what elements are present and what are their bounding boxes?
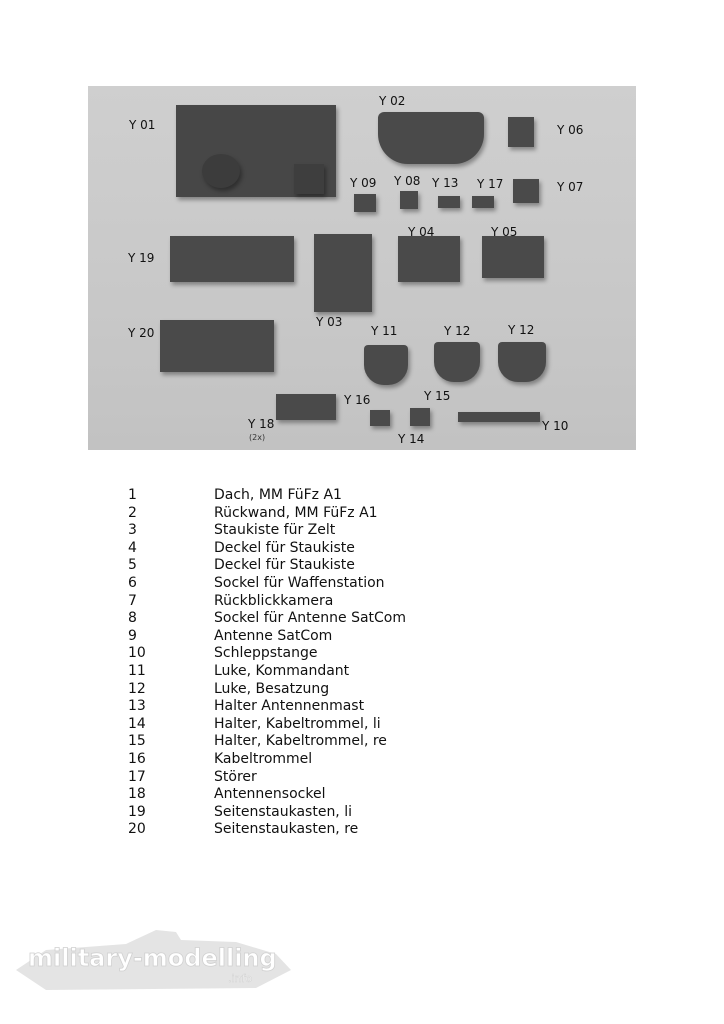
part-y19 — [170, 236, 294, 282]
part-name: Dach, MM FüFz A1 — [214, 487, 342, 503]
label-y17: Y 17 — [477, 177, 504, 191]
part-number: 9 — [128, 627, 137, 644]
part-name: Luke, Besatzung — [214, 680, 330, 697]
part-number: 17 — [128, 768, 146, 785]
part-number: 18 — [128, 786, 146, 803]
label-y12-a: Y 12 — [444, 324, 471, 338]
part-name: Sockel für Antenne SatCom — [214, 610, 407, 627]
part-y18 — [276, 394, 336, 420]
label-y18: Y 18 — [248, 417, 275, 431]
watermark-suffix: .info — [228, 972, 253, 985]
parts-list-row — [128, 593, 406, 611]
part-number: 20 — [128, 821, 146, 838]
label-y12-b: Y 12 — [508, 323, 535, 337]
part-y03 — [314, 234, 372, 312]
part-y17 — [472, 196, 494, 208]
part-number: 4 — [128, 539, 137, 556]
part-number: 16 — [128, 750, 146, 767]
part-y06 — [508, 117, 534, 147]
label-y05: Y 05 — [491, 225, 518, 239]
parts-list-row — [128, 575, 406, 593]
watermark-logo — [6, 910, 306, 1000]
part-y07 — [513, 179, 539, 203]
watermark-text: military-modelling — [28, 944, 277, 972]
part-name: Halter Antennenmast — [214, 698, 365, 715]
part-y08 — [400, 191, 418, 209]
part-name: Kabeltrommel — [214, 750, 313, 767]
part-number: 19 — [128, 803, 146, 820]
part-name: Staukiste für Zelt — [214, 522, 336, 539]
part-name: Rückwand, MM FüFz A1 — [214, 504, 378, 521]
parts-list-row — [128, 645, 406, 663]
part-name: Antenne SatCom — [214, 627, 333, 644]
part-y09 — [354, 194, 376, 212]
part-number: 3 — [128, 522, 137, 539]
label-y20: Y 20 — [128, 326, 155, 340]
parts-list-row — [128, 751, 406, 769]
label-y15: Y 15 — [424, 389, 451, 403]
part-y04 — [398, 236, 460, 282]
part-y12-b — [498, 342, 546, 382]
part-name: Sockel für Waffenstation — [214, 574, 385, 591]
part-name: Seitenstaukasten, re — [214, 821, 359, 838]
parts-list-row — [128, 804, 406, 822]
parts-list-row — [128, 716, 406, 734]
parts-list-row — [128, 610, 406, 628]
part-name: Deckel für Staukiste — [214, 557, 355, 574]
label-y14: Y 14 — [398, 432, 425, 446]
part-y02 — [378, 112, 484, 164]
part-y01-detail — [294, 164, 324, 194]
label-y07: Y 07 — [557, 180, 584, 194]
part-number: 5 — [128, 557, 137, 574]
label-y03: Y 03 — [316, 315, 343, 329]
part-y10 — [458, 412, 540, 422]
part-y12-a — [434, 342, 480, 382]
parts-list-row — [128, 733, 406, 751]
part-y01-detail — [202, 154, 240, 188]
part-y11 — [364, 345, 408, 385]
part-y20 — [160, 320, 274, 372]
part-number: 6 — [128, 574, 137, 591]
part-number: 10 — [128, 645, 146, 662]
label-y18-quantity: (2x) — [249, 433, 266, 442]
part-number: 1 — [128, 487, 137, 503]
part-number: 11 — [128, 662, 146, 679]
label-y04: Y 04 — [408, 225, 435, 239]
parts-list-row — [128, 663, 406, 681]
parts-list-row — [128, 628, 406, 646]
part-y14 — [410, 408, 430, 426]
parts-list-row — [128, 821, 406, 839]
label-y06: Y 06 — [557, 123, 584, 137]
part-y05 — [482, 236, 544, 278]
label-y19: Y 19 — [128, 251, 155, 265]
part-name: Rückblickkamera — [214, 592, 334, 609]
part-number: 15 — [128, 733, 146, 750]
label-y01: Y 01 — [129, 118, 156, 132]
parts-list-row — [128, 786, 406, 804]
part-number: 13 — [128, 698, 146, 715]
part-number: 14 — [128, 715, 146, 732]
part-y16 — [370, 410, 390, 426]
parts-list-row — [128, 522, 406, 540]
label-y09: Y 09 — [350, 176, 377, 190]
part-y13 — [438, 196, 460, 208]
part-name: Halter, Kabeltrommel, li — [214, 715, 381, 732]
parts-list-row — [128, 769, 406, 787]
part-name: Schleppstange — [214, 645, 318, 662]
parts-list-row — [128, 698, 406, 716]
part-name: Störer — [214, 768, 257, 785]
label-y13: Y 13 — [432, 176, 459, 190]
part-name: Halter, Kabeltrommel, re — [214, 733, 387, 750]
part-number: 8 — [128, 610, 137, 627]
label-y08: Y 08 — [394, 174, 421, 188]
parts-list-row — [128, 557, 406, 575]
part-name: Deckel für Staukiste — [214, 539, 355, 556]
part-number: 7 — [128, 592, 137, 609]
parts-list-row — [128, 681, 406, 699]
label-y02: Y 02 — [379, 94, 406, 108]
part-name: Luke, Kommandant — [214, 662, 350, 679]
parts-photo — [88, 86, 636, 450]
part-number: 12 — [128, 680, 146, 697]
parts-list-row — [128, 487, 406, 505]
part-name: Antennensockel — [214, 786, 326, 803]
label-y11: Y 11 — [371, 324, 398, 338]
parts-list — [128, 487, 406, 839]
part-name: Seitenstaukasten, li — [214, 803, 352, 820]
label-y16: Y 16 — [344, 393, 371, 407]
label-y10: Y 10 — [542, 419, 569, 433]
parts-list-row — [128, 505, 406, 523]
parts-list-row — [128, 540, 406, 558]
part-number: 2 — [128, 504, 137, 521]
